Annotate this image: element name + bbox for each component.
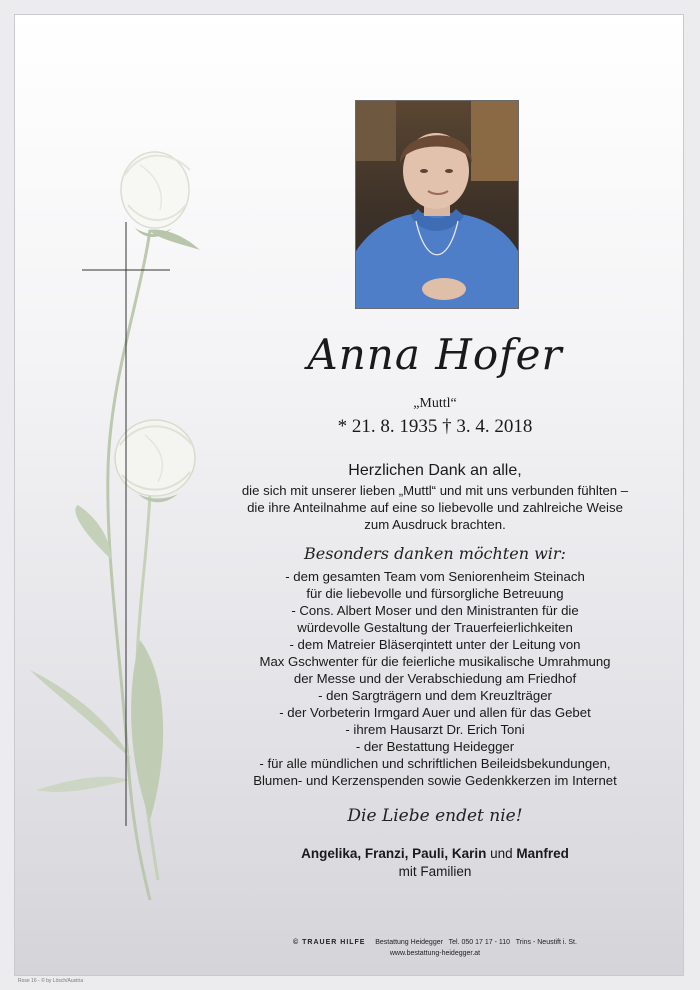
deceased-name: Anna Hofer	[307, 330, 563, 379]
list-item: - dem gesamten Team vom Seniorenheim Steinach	[285, 569, 585, 584]
footer-brand: © TRAUER HILFE	[293, 939, 366, 946]
intro-line: die sich mit unserer lieben „Muttl“ und mit uns verbunden fühlten –	[241, 483, 629, 498]
portrait-photo	[355, 100, 519, 309]
signer-connector: und	[486, 846, 517, 861]
list-item: - ihrem Hausarzt Dr. Erich Toni	[345, 722, 525, 737]
list-item: für die liebevolle und fürsorgliche Betreuung	[306, 586, 564, 601]
deceased-nickname: „Muttl“	[413, 396, 457, 411]
special-thanks-heading: Besonders danken möchten wir:	[304, 544, 566, 563]
intro-line: die ihre Anteilnahme auf eine so liebevolle und zahlreiche Weise	[247, 500, 623, 515]
list-item: Max Gschwenter für die feierliche musikalische Umrahmung	[259, 654, 611, 669]
list-item: - der Bestattung Heidegger	[355, 739, 515, 754]
list-item: - dem Matreier Bläserqintett unter der Leitung von	[289, 637, 581, 652]
thanks-heading: Herzlichen Dank an alle,	[348, 462, 522, 479]
list-item: - der Vorbeterin Irmgard Auer und allen für das Gebet	[279, 705, 591, 720]
list-item: der Messe und der Verabschiedung am Friedhof	[293, 671, 577, 686]
rose-middle	[115, 420, 195, 502]
signer-names: Angelika, Franzi, Pauli, Karin	[301, 846, 487, 861]
copyright-note: Rose 16 - © by Lösch/Austria	[18, 978, 84, 984]
footer-company: Bestattung Heidegger	[375, 939, 443, 946]
motto: Die Liebe endet nie!	[347, 806, 523, 826]
signers-family: mit Familien	[398, 864, 472, 879]
thanks-intro	[225, 482, 645, 533]
footer-locations: Trins - Neustift i. St.	[515, 939, 577, 946]
intro-line: zum Ausdruck brachten.	[364, 517, 506, 532]
list-item: - den Sargträgern und dem Kreuzlträger	[318, 688, 552, 703]
life-dates: * 21. 8. 1935 † 3. 4. 2018	[337, 416, 533, 437]
signers	[225, 846, 645, 861]
list-item: - für alle mündlichen und schriftlichen Beileidsbekundungen,	[259, 756, 611, 771]
footer	[265, 937, 605, 959]
list-item: - Cons. Albert Moser und den Ministranten für die	[291, 603, 579, 618]
list-item: würdevolle Gestaltung der Trauerfeierlichkeiten	[297, 620, 573, 635]
rose-top	[121, 152, 190, 237]
thanks-list	[225, 568, 645, 789]
signer-name-last: Manfred	[516, 846, 569, 861]
footer-website: www.bestattung-heidegger.at	[389, 950, 481, 957]
footer-phone: Tel. 050 17 17 - 110	[448, 939, 511, 946]
list-item: Blumen- und Kerzenspenden sowie Gedenkkerzen im Internet	[253, 773, 617, 788]
